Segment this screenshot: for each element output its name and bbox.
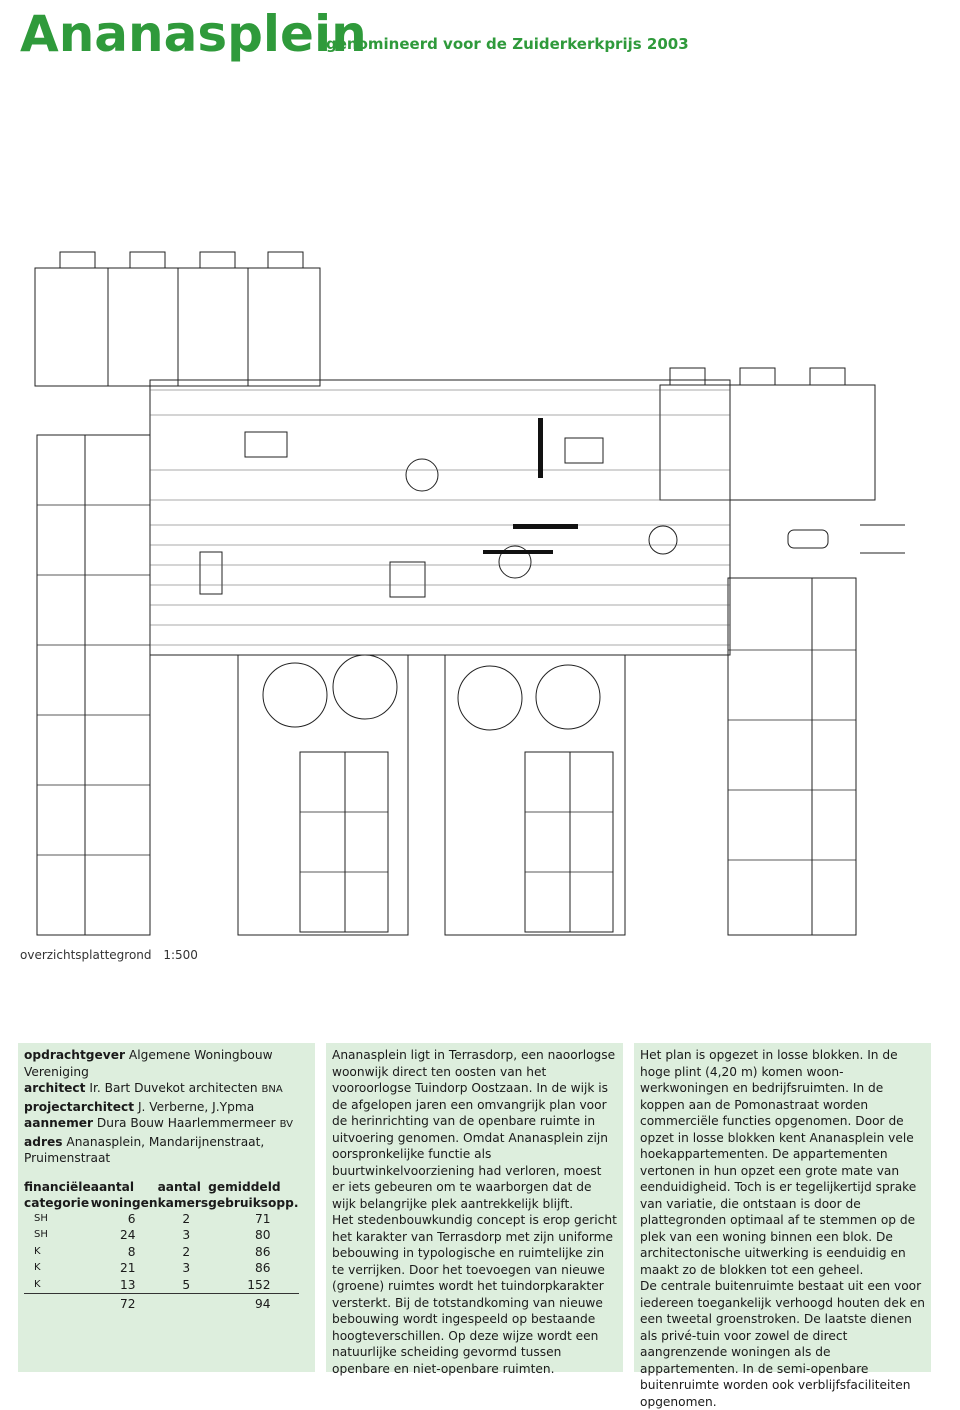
building-block-northeast: [660, 385, 875, 500]
table-row: SH 6 2 71: [34, 1211, 271, 1226]
plan-caption: [20, 948, 198, 962]
page-subtitle: genomineerd voor de Zuiderkerkprijs 2003: [326, 35, 689, 53]
table-row: K 21 3 86: [34, 1261, 271, 1275]
central-deck: [150, 380, 730, 655]
table-row: K 13 5 152: [34, 1277, 271, 1292]
page-title: Ananasplein: [20, 5, 367, 63]
table-total-row: 72 94: [24, 1294, 299, 1313]
building-block-east: [728, 578, 856, 935]
text-column-intro: [326, 1043, 623, 1376]
table-header: aantal kamers: [157, 1179, 209, 1210]
credit-contractor: aannemer Dura Bouw Haarlemmermeer BV: [24, 1116, 293, 1130]
credit-architect: architect Ir. Bart Duvekot architecten BNA: [24, 1081, 283, 1095]
building-block-west: [37, 435, 150, 935]
credit-client: opdrachtgever Algemene Woningbouw Vereniging: [24, 1048, 273, 1079]
table-header: aantal woningen: [90, 1179, 158, 1210]
building-block-centre-right: [525, 752, 613, 932]
table-row: SH 24 3 80: [34, 1228, 271, 1242]
site-plan-drawing: [15, 240, 905, 940]
table-header: gemiddeld gebruiksopp.: [208, 1179, 299, 1210]
table-header: financiële categorie: [24, 1179, 91, 1210]
credits-column: [18, 1043, 315, 1372]
table-row: K 8 2 86: [34, 1244, 271, 1259]
building-block-centre-left: [300, 752, 388, 932]
intro-text: Ananasplein ligt in Terrasdorp, een naoorlogse woonwijk direct ten oosten van het vooroorlogse Tuindorp Oostzaan. In de wijk is de afgelopen jaren een omvangrijk plan voor de herinrichting van de openbare ruimte in uitvoering genomen. Omdat Ananasplein zijn oorspronkelijke functie als buurtwinkelvoorziening had verloren, moest er iets gebeuren om te waarborgen dat de wijk belangrijke plek aantrekkelijk blijft. Het stedenbouwkundig concept is erop gericht het karakter van Terrasdorp met zijn uniforme bebouwing in typologische en ruimtelijke zin te verrijken. Door het toevoegen van nieuwe (groene) ruimtes wordt het tuindorpkarakter versterkt. Bij de totstandkoming van nieuwe bebouwing wordt ingespeeld op bestaande hoogteverschillen. Op deze wijze wordt een natuurlijke scheiding gevormd tussen openbare en niet-openbare ruimten.: [332, 1048, 617, 1376]
credit-address: adres Ananasplein, Mandarijnenstraat, Pruimenstraat: [24, 1134, 265, 1165]
housing-table: [24, 1179, 299, 1313]
text-column-plan: [634, 1043, 931, 1409]
credit-project-architect: projectarchitect J. Verberne, J.Ypma: [24, 1099, 255, 1114]
plan-scale: 1:500: [163, 948, 198, 962]
plan-caption-label: overzichtsplattegrond: [20, 948, 152, 962]
plan-text: Het plan is opgezet in losse blokken. In de hoge plint (4,20 m) komen woon-werkwoningen en bedrijfsruimten. In de koppen aan de Pomonastraat worden commerciële functies opgenomen. Door de opzet in losse blokken kent Ananasplein vele hoekappartementen. De appartementen vertonen in hun opzet een grote mate van eenduidigheid. Toch is er tegelijkertijd sprake van variatie, die ontstaan is door de plattegronden optimaal af te stemmen op de plek van een woning binnen een blok. De architectonische uitwerking is eenduidig en maakt zo de blokken tot een geheel. De centrale buitenruimte bestaat uit een voor iedereen toegankelijk verhoogd houten dek en een tweetal groenstroken. De laatste dienen als privé-tuin voor zowel de direct aangrenzende woningen als de appartementen. In de semi-openbare buitenruimte worden ook verblijfsfaciliteiten opgenomen.: [640, 1048, 925, 1409]
